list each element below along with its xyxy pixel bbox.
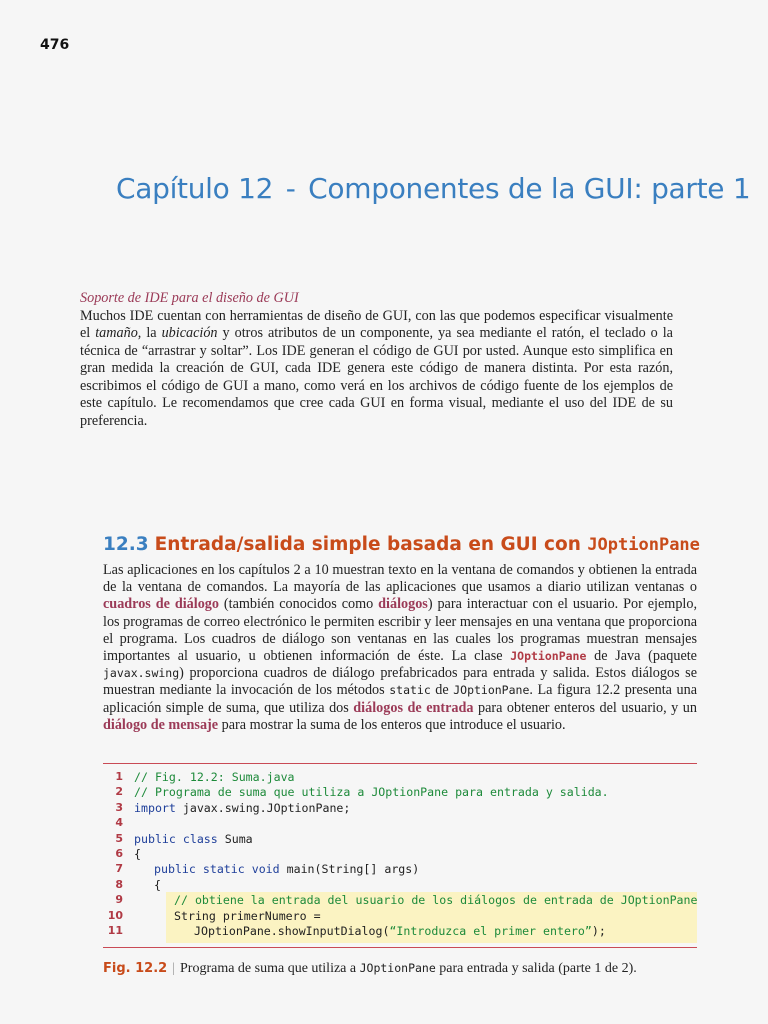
code-line [103, 816, 697, 831]
code-line [103, 909, 697, 924]
section-heading [103, 534, 700, 555]
body-text-9: para mostrar la suma de los enteros que introduce el usuario. [218, 716, 566, 733]
section-title: Entrada/salida simple basada en GUI con [154, 534, 588, 555]
line-number: 4 [115, 816, 123, 830]
line-number: 8 [115, 877, 123, 891]
code-bottom-rule [103, 947, 697, 948]
term-message-dialog: diálogo de mensaje [103, 716, 219, 733]
code-text: JOptionPane.showInputDialog( [194, 923, 390, 938]
code-text: ); [591, 923, 606, 938]
chapter-title [116, 172, 750, 205]
body-text-8: para obtener enteros del usuario, y un [473, 699, 697, 716]
code-line [103, 785, 697, 800]
term-dialogs: diálogos [378, 596, 428, 613]
code-line [103, 801, 697, 816]
code-line [103, 878, 697, 893]
code-line [103, 847, 697, 862]
chapter-name: Componentes de la GUI: parte 1 [308, 172, 751, 205]
code-listing [103, 770, 697, 939]
section-title-code: JOptionPane [587, 535, 700, 555]
code-keyword: public static void [154, 862, 280, 877]
caption-text-1: Programa de suma que utiliza a [180, 961, 360, 976]
ide-support-note [80, 290, 673, 430]
caption-separator: | [172, 961, 175, 976]
code-text: Suma [217, 831, 253, 846]
code-line [103, 924, 697, 939]
note-em-1: tamaño [95, 325, 138, 341]
code-comment: // Programa de suma que utiliza a JOptionPane para entrada y salida. [134, 785, 609, 800]
section-number: 12.3 [103, 534, 149, 555]
note-text-3: y otros atributos de un componente, ya sea mediante el ratón, el teclado o la técnica de “arrastrar y soltar”. Los IDE generan el código de GUI por usted. Aunque esto simplifica en gran medida la creación de GUI, cada IDE genera este código de manera distinta. Por esta razón, escribimos el código de GUI a mano, como verá en los archivos de código fuente de los ejemplos de este capítulo. Le recomendamos que cree cada GUI en forma visual, mediante el uso del IDE de su preferencia. [80, 325, 673, 429]
line-number: 10 [107, 908, 123, 922]
body-text-6: de [430, 682, 454, 699]
code-line [103, 770, 697, 785]
code-top-rule [103, 763, 697, 764]
chapter-label: Capítulo 12 [116, 172, 274, 205]
body-text-7: . La figura 12.2 presenta una aplicación simple de suma, que utiliza dos [103, 682, 697, 716]
code-keyword: import [134, 800, 176, 815]
code-static: static [389, 683, 431, 698]
line-number: 5 [115, 831, 123, 845]
page-number: 476 [40, 37, 70, 53]
code-text: main(String[] args) [279, 862, 420, 877]
line-number: 7 [115, 862, 123, 876]
line-number: 1 [115, 770, 123, 783]
line-number: 9 [115, 893, 123, 907]
chapter-dash: - [285, 172, 296, 205]
note-text-1: Muchos IDE cuentan con herramientas de diseño de GUI, con las que podemos especificar visualmente el [80, 307, 673, 341]
note-text [80, 308, 673, 431]
code-text: { [134, 846, 141, 861]
note-em-2: ubicación [161, 325, 218, 341]
figure-label: Fig. 12.2 [103, 961, 168, 976]
term-dialog-boxes: cuadros de diálogo [103, 596, 219, 613]
line-number: 11 [107, 923, 123, 937]
code-comment: // obtiene la entrada del usuario de los diálogos de entrada de JOptionPane [174, 893, 698, 908]
caption-text-2: para entrada y salida (parte 1 de 2). [435, 961, 637, 976]
note-heading: Soporte de IDE para el diseño de GUI [80, 290, 299, 306]
code-line [103, 832, 697, 847]
body-text-5: ) proporciona cuadros de diálogo prefabricados para entrada y salida. Estos diálogos se muestran mediante la invocación de los métodos [103, 665, 697, 699]
code-joptionpane: JOptionPane [510, 649, 587, 664]
code-line [103, 893, 697, 908]
code-text: { [154, 877, 161, 892]
body-text-1: Las aplicaciones en los capítulos 2 a 10 muestran texto en la ventana de comandos y obtienen la entrada de la ventana de comandos. La mayoría de las aplicaciones que usamos a diario utilizan ventanas o [103, 562, 697, 596]
code-text: String primerNumero = [174, 908, 321, 923]
code-text: javax.swing.JOptionPane; [175, 800, 351, 815]
code-javax-swing: javax.swing [103, 666, 180, 681]
line-number: 3 [115, 800, 123, 814]
section-body [103, 562, 697, 734]
code-joptionpane-2: JOptionPane [453, 683, 530, 698]
code-comment: // Fig. 12.2: Suma.java [134, 770, 295, 784]
line-number: 6 [115, 846, 123, 860]
term-input-dialogs: diálogos de entrada [353, 699, 474, 716]
code-line [103, 862, 697, 877]
body-text-2: (también conocidos como [219, 596, 379, 613]
caption-code: JOptionPane [359, 961, 436, 975]
code-string: “Introduzca el primer entero” [389, 923, 592, 938]
line-number: 2 [115, 785, 123, 799]
body-text-3: ) para interactuar con el usuario. Por ejemplo, los programas de correo electrónico le permiten escribir y leer mensajes en una ventana que proporciona el programa. Los cuadros de diálogo son ventanas en las cuales los programas muestran mensajes importantes al usuario, u obtienen información de éste. La clase [103, 596, 697, 665]
section-paragraph [103, 562, 697, 734]
body-text-4: de Java (paquete [586, 648, 697, 665]
code-keyword: public class [134, 831, 218, 846]
figure-caption [103, 961, 637, 977]
note-text-2: , la [137, 325, 162, 341]
